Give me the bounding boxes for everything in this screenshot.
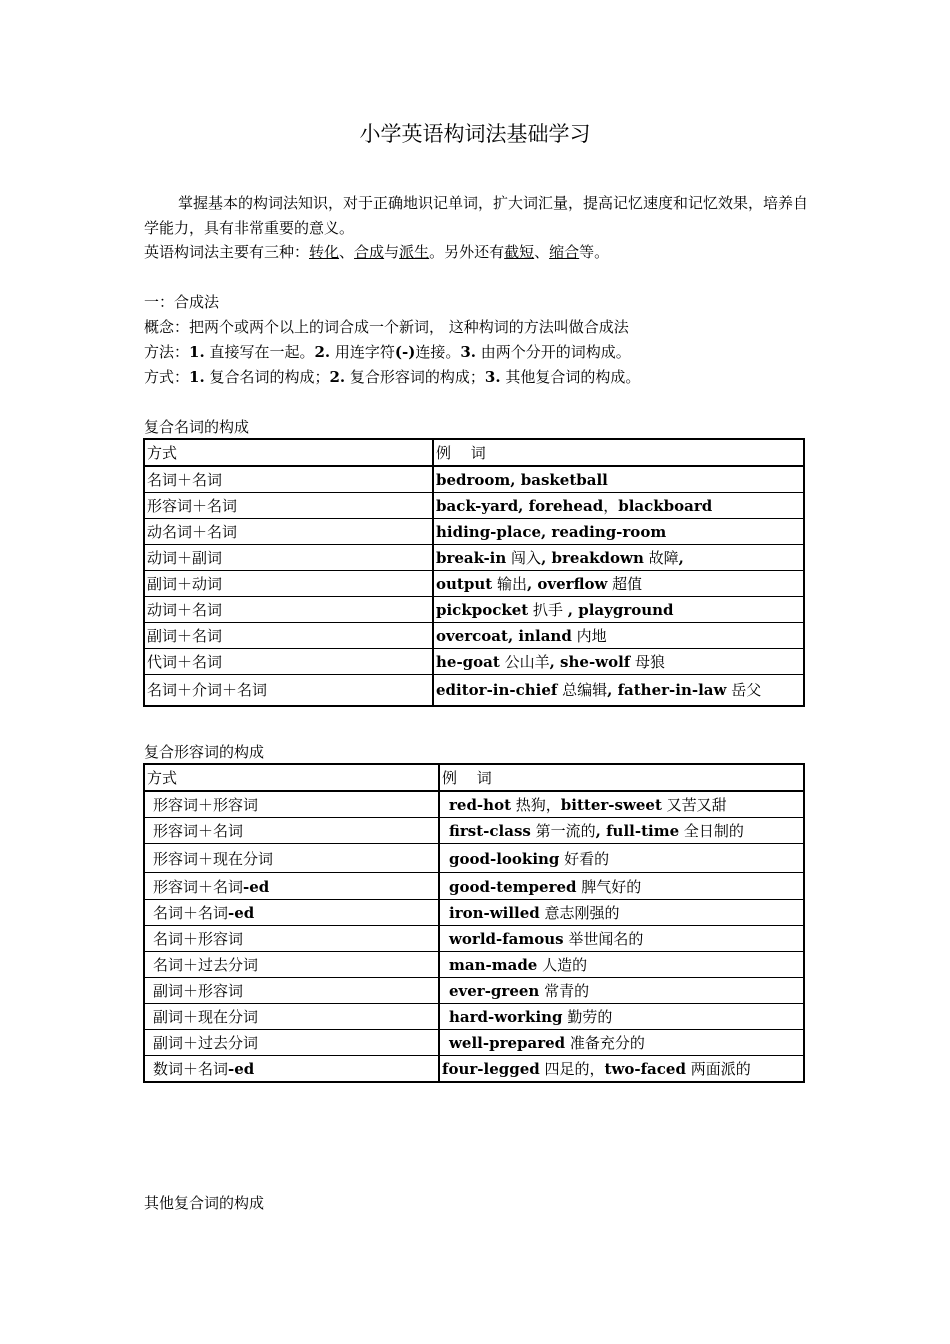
- example-gloss: 总编辑: [557, 681, 608, 700]
- three-methods-prefix: 英语构词法主要有三种：: [144, 243, 310, 261]
- methods-label: 方法：: [144, 343, 190, 361]
- example-word: bedroom, basketball: [436, 470, 608, 489]
- table-row: [144, 978, 804, 1004]
- num-3: 3.: [460, 343, 477, 361]
- example-gloss: 扒手: [528, 601, 568, 619]
- pattern-text: 名词＋过去分词: [153, 956, 259, 974]
- example-word: break-in: [436, 549, 507, 567]
- page-title: 小学英语构词法基础学习: [359, 122, 591, 146]
- example-word: hard-working: [449, 1008, 563, 1026]
- example-cell: [433, 597, 804, 623]
- example-gloss: 公山羊: [499, 653, 550, 671]
- example-word: , overflow: [526, 575, 608, 593]
- example-word: editor-in-chief: [436, 681, 558, 700]
- pattern-cell: [144, 1056, 439, 1083]
- example-word: iron-willed: [449, 904, 540, 922]
- num-2: 2.: [329, 368, 346, 386]
- example-cell: [439, 1004, 804, 1030]
- form-text-3: 其他复合词的构成。: [500, 368, 641, 386]
- pattern-cell: [144, 900, 439, 926]
- pattern-cell: [144, 978, 439, 1004]
- table-row: [144, 623, 804, 649]
- pattern-text: 数词＋名词: [153, 1060, 229, 1078]
- noun-table-caption: 复合名词的构成: [144, 418, 250, 436]
- table-header-cell: 例 词: [439, 764, 804, 791]
- example-word: red-hot: [449, 796, 511, 814]
- example-word: , full-time: [595, 822, 680, 840]
- table-header-row: [144, 764, 804, 791]
- example-gloss: 勤劳的: [562, 1008, 613, 1026]
- example-gloss: 闯入: [506, 549, 542, 567]
- three-methods-mid: 。另外还有: [429, 243, 505, 261]
- example-gloss: 又苦又甜: [661, 796, 727, 814]
- example-word: man-made: [449, 956, 538, 974]
- pattern-text: 名词＋名词: [153, 904, 229, 922]
- example-cell: [439, 900, 804, 926]
- example-gloss: 内地: [571, 627, 607, 645]
- pattern-cell: [144, 952, 439, 978]
- pattern-text: 形容词＋名词: [153, 822, 244, 840]
- table-row: [144, 1030, 804, 1056]
- table-row: [144, 466, 804, 493]
- noun-compound-table: [143, 438, 805, 707]
- form-text-2: 复合形容词的构成；: [345, 368, 485, 386]
- table-row: [144, 675, 804, 706]
- example-gloss: ，: [603, 497, 619, 515]
- example-word: world-famous: [449, 930, 564, 948]
- example-cell: [433, 623, 804, 649]
- example-word: ,: [678, 549, 684, 567]
- section1-concept: 概念：把两个或两个以上的词合成一个新词， 这种构词的方法叫做合成法: [144, 318, 629, 336]
- pattern-cell: 副词＋动词: [144, 571, 433, 597]
- example-cell: [439, 818, 804, 844]
- forms-label: 方式：: [144, 368, 190, 386]
- example-gloss: 意志刚强的: [539, 904, 620, 922]
- example-word: , playground: [567, 601, 674, 619]
- pattern-suffix: -ed: [228, 1060, 255, 1078]
- example-cell: [439, 978, 804, 1004]
- three-methods-suffix: 等。: [579, 243, 610, 261]
- example-gloss: 四足的，: [539, 1060, 605, 1078]
- example-word: hiding-place, reading-room: [436, 522, 667, 541]
- method-blending: 缩合: [549, 243, 580, 261]
- pattern-cell: [144, 1004, 439, 1030]
- table-row: [144, 519, 804, 545]
- separator: 与: [384, 243, 400, 261]
- table-header-cell: 方式: [144, 439, 433, 466]
- example-gloss: 第一流的: [530, 822, 596, 840]
- method-compounding: 合成: [354, 243, 385, 261]
- num-1: 1.: [189, 368, 205, 386]
- three-methods-line: [144, 241, 609, 262]
- example-gloss: 常青的: [539, 982, 590, 1000]
- table-row: [144, 1056, 804, 1083]
- pattern-cell: 副词＋名词: [144, 623, 433, 649]
- example-word: , father-in-law: [607, 681, 727, 700]
- num-1: 1.: [189, 343, 205, 361]
- pattern-suffix: -ed: [243, 877, 270, 896]
- example-cell: [439, 952, 804, 978]
- table-header-row: [144, 439, 804, 466]
- table-row: [144, 900, 804, 926]
- example-word: pickpocket: [436, 601, 529, 619]
- pattern-cell: 名词＋名词: [144, 466, 433, 493]
- table-row: [144, 649, 804, 675]
- example-word: blackboard: [618, 497, 713, 515]
- example-word: two-faced: [604, 1060, 686, 1078]
- num-2: 2.: [314, 343, 331, 361]
- example-word: first-class: [449, 822, 531, 840]
- pattern-cell: 名词＋介词＋名词: [144, 675, 433, 706]
- example-word: good-looking: [449, 849, 560, 868]
- pattern-text: 副词＋过去分词: [153, 1034, 259, 1052]
- example-gloss: 人造的: [537, 956, 588, 974]
- method-text-3: 由两个分开的词构成。: [476, 343, 631, 361]
- hyphen-symbol: (-): [394, 343, 416, 361]
- method-text-1: 直接写在一起。: [204, 343, 315, 361]
- method-clipping: 截短: [504, 243, 535, 261]
- num-3: 3.: [484, 368, 501, 386]
- method-derivation: 派生: [399, 243, 430, 261]
- example-cell: [439, 1030, 804, 1056]
- example-gloss: 超值: [607, 575, 643, 593]
- pattern-text: 名词＋形容词: [153, 930, 244, 948]
- example-word: , breakdown: [541, 549, 644, 567]
- adj-table-caption: 复合形容词的构成: [144, 743, 265, 761]
- section1-heading: 一：合成法: [144, 293, 220, 311]
- table-row: [144, 1004, 804, 1030]
- table-row: [144, 493, 804, 519]
- example-word: , she-wolf: [549, 653, 631, 671]
- method-conversion: 转化: [309, 243, 340, 261]
- pattern-cell: [144, 844, 439, 873]
- pattern-cell: [144, 1030, 439, 1056]
- pattern-cell: [144, 791, 439, 818]
- pattern-cell: 动词＋名词: [144, 597, 433, 623]
- table-header-cell: 例 词: [433, 439, 804, 466]
- section1-forms: [144, 366, 640, 387]
- example-word: four-legged: [442, 1060, 540, 1078]
- example-gloss: 脾气好的: [576, 877, 642, 896]
- adj-compound-table: [143, 763, 805, 1083]
- example-cell: [439, 844, 804, 873]
- example-cell: [433, 466, 804, 493]
- example-word: he-goat: [436, 653, 500, 671]
- example-gloss: 母狼: [630, 653, 666, 671]
- example-word: well-prepared: [449, 1034, 566, 1052]
- example-gloss: 好看的: [559, 849, 610, 868]
- example-gloss: 全日制的: [679, 822, 744, 840]
- table-row: [144, 873, 804, 900]
- example-cell: [433, 493, 804, 519]
- pattern-text: 副词＋形容词: [153, 982, 244, 1000]
- intro-paragraph: 掌握基本的构词法知识，对于正确地识记单词，扩大词汇量，提高记忆速度和记忆效果，培养自学能力，具有非常重要的意义。: [144, 194, 809, 237]
- other-compound-caption: 其他复合词的构成: [144, 1194, 265, 1212]
- method-text-2: 用连字符: [330, 343, 395, 361]
- example-cell: [433, 649, 804, 675]
- pattern-suffix: -ed: [228, 904, 255, 922]
- form-text-1: 复合名词的构成；: [204, 368, 330, 386]
- example-cell: [439, 791, 804, 818]
- example-cell: [439, 873, 804, 900]
- pattern-cell: 动词＋副词: [144, 545, 433, 571]
- pattern-cell: 动名词＋名词: [144, 519, 433, 545]
- pattern-cell: 代词＋名词: [144, 649, 433, 675]
- example-word: bitter-sweet: [560, 796, 662, 814]
- section1-methods: [144, 341, 631, 362]
- example-word: overcoat, inland: [436, 627, 572, 645]
- example-cell: [433, 545, 804, 571]
- example-word: ever-green: [449, 982, 540, 1000]
- table-row: [144, 952, 804, 978]
- example-cell: [433, 519, 804, 545]
- table-header-cell: 方式: [144, 764, 439, 791]
- pattern-cell: [144, 926, 439, 952]
- example-gloss: 准备充分的: [565, 1034, 645, 1052]
- table-row: [144, 791, 804, 818]
- example-gloss: 故障: [643, 549, 679, 567]
- example-cell: [439, 1056, 804, 1083]
- table-row: [144, 597, 804, 623]
- pattern-text: 副词＋现在分词: [153, 1008, 259, 1026]
- method-text-2b: 连接。: [415, 343, 461, 361]
- example-gloss: 输出: [492, 575, 527, 593]
- example-gloss: 热狗，: [511, 796, 561, 814]
- table-row: [144, 571, 804, 597]
- separator: 、: [339, 243, 355, 261]
- pattern-cell: 形容词＋名词: [144, 493, 433, 519]
- example-cell: [439, 926, 804, 952]
- separator: 、: [534, 243, 550, 261]
- example-word: back-yard, forehead: [436, 497, 604, 515]
- example-gloss: 两面派的: [685, 1060, 751, 1078]
- pattern-cell: [144, 818, 439, 844]
- example-cell: [433, 675, 804, 706]
- example-word: good-tempered: [449, 877, 577, 896]
- pattern-text: 形容词＋形容词: [153, 796, 259, 814]
- pattern-text: 形容词＋现在分词: [153, 849, 274, 868]
- example-gloss: 岳父: [726, 681, 762, 700]
- example-cell: [433, 571, 804, 597]
- pattern-cell: [144, 873, 439, 900]
- example-gloss: 举世闻名的: [563, 930, 644, 948]
- table-row: [144, 844, 804, 873]
- table-row: [144, 926, 804, 952]
- table-row: [144, 818, 804, 844]
- pattern-text: 形容词＋名词: [153, 877, 244, 896]
- example-word: output: [436, 575, 493, 593]
- table-row: [144, 545, 804, 571]
